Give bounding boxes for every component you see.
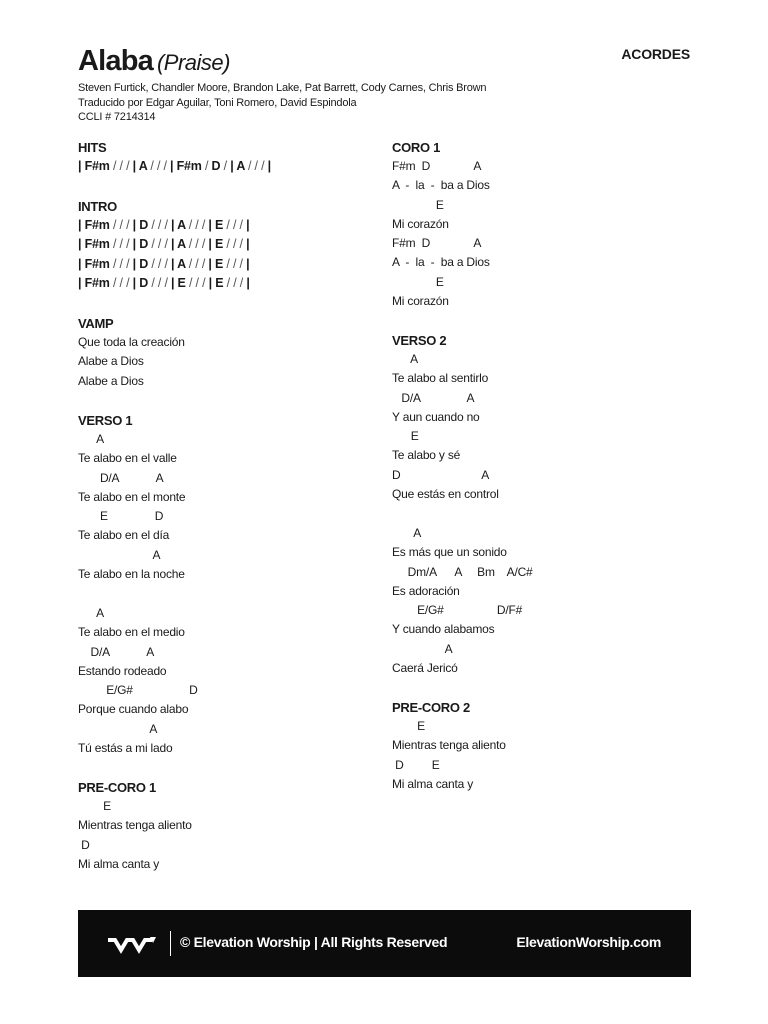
chord-line: D/A A bbox=[78, 470, 164, 485]
chord-line: A bbox=[78, 721, 158, 736]
lyric-line: Te alabo al sentirlo bbox=[392, 371, 489, 385]
chord-line: D/A A bbox=[392, 390, 475, 405]
lyric-line: A - la - ba a Dios bbox=[392, 178, 490, 192]
chord-bar: | F#m / / / | A / / / | F#m / D / | A / / / | bbox=[78, 159, 271, 173]
lyric-line: Te alabo en el medio bbox=[78, 625, 185, 639]
lyric-line: Te alabo en el día bbox=[78, 528, 170, 542]
chord-line: A bbox=[78, 547, 161, 562]
footer-bar bbox=[78, 910, 691, 977]
section-title: PRE-CORO 1 bbox=[78, 780, 156, 795]
stanza-gap bbox=[78, 584, 368, 604]
chord-line: E/G# D bbox=[78, 683, 198, 697]
lyric-line: Mientras tenga aliento bbox=[78, 818, 192, 832]
section-verso-2 bbox=[392, 331, 692, 678]
chord-bar: | F#m / / / | D / / / | A / / / | E / / / | bbox=[78, 256, 250, 271]
chord-bar: | F#m / / / | D / / / | A / / / | E / / / | bbox=[78, 217, 250, 232]
chord-line: E bbox=[392, 429, 419, 443]
song-title bbox=[78, 45, 230, 78]
section-title: VAMP bbox=[78, 315, 114, 331]
lyric-line: Y cuando alabamos bbox=[392, 622, 495, 636]
lyric-line: Alabe a Dios bbox=[78, 354, 144, 368]
section-intro bbox=[78, 197, 368, 294]
lyric-line: Tú estás a mi lado bbox=[78, 740, 173, 755]
chord-line: E bbox=[392, 719, 425, 733]
chord-line: D E bbox=[392, 757, 440, 772]
chord-line: Dm/A A Bm A/C# bbox=[392, 564, 533, 579]
lyric-line: Mi corazón bbox=[392, 293, 449, 308]
left-column bbox=[78, 138, 368, 894]
chord-line: E bbox=[392, 197, 444, 212]
chord-line: A bbox=[78, 432, 104, 446]
chord-line: D/A A bbox=[78, 644, 155, 659]
song-credits bbox=[78, 81, 486, 125]
chord-line: E D bbox=[78, 509, 164, 523]
section-title: CORO 1 bbox=[392, 140, 441, 155]
section-title: HITS bbox=[78, 140, 107, 155]
chord-line: A bbox=[392, 641, 453, 656]
stanza-gap bbox=[392, 504, 692, 524]
lyric-line: Te alabo en el valle bbox=[78, 451, 177, 465]
chord-line: F#m D A bbox=[392, 236, 482, 250]
chord-bar: | F#m / / / | D / / / | E / / / | E / / / | bbox=[78, 276, 250, 290]
chord-line: F#m D A bbox=[392, 159, 482, 173]
section-hits bbox=[78, 138, 368, 177]
section-title: INTRO bbox=[78, 198, 117, 214]
lyric-line: Alabe a Dios bbox=[78, 373, 144, 388]
section-title: PRE-CORO 2 bbox=[392, 700, 470, 715]
chord-line: D A bbox=[392, 467, 490, 482]
lyric-line: A - la - ba a Dios bbox=[392, 255, 490, 269]
credits-writers: Steven Furtick, Chandler Moore, Brandon Lake, Pat Barrett, Cody Carnes, Chris Brown bbox=[78, 82, 487, 94]
lyric-line: Que toda la creación bbox=[78, 334, 185, 349]
song-title-subtitle: (Praise) bbox=[156, 50, 230, 75]
elevation-logo-icon bbox=[106, 933, 158, 955]
website-link[interactable]: ElevationWorship.com bbox=[516, 934, 661, 950]
lyric-line: Caerá Jericó bbox=[392, 660, 458, 675]
lyric-line: Te alabo en el monte bbox=[78, 489, 186, 504]
section-vamp bbox=[78, 314, 368, 392]
section-title: VERSO 2 bbox=[392, 333, 447, 348]
section-pre-coro-2 bbox=[392, 698, 692, 794]
lyric-line: Es adoración bbox=[392, 583, 460, 598]
section-verso-1 bbox=[78, 411, 368, 758]
credits-translators: Traducido por Edgar Aguilar, Toni Romero, David Espindola bbox=[78, 96, 357, 109]
lyric-line: Que estás en control bbox=[392, 486, 499, 501]
lyric-line: Mientras tenga aliento bbox=[392, 738, 506, 752]
section-pre-coro-1 bbox=[78, 778, 368, 874]
section-coro-1 bbox=[392, 138, 692, 311]
sheet-type-label: ACORDES bbox=[621, 46, 690, 62]
credits-ccli: CCLI # 7214314 bbox=[78, 111, 156, 123]
lyric-line: Y aun cuando no bbox=[392, 409, 480, 424]
chord-line: D bbox=[78, 837, 90, 852]
chord-line: E bbox=[392, 274, 444, 289]
chord-line: E/G# D/F# bbox=[392, 603, 523, 617]
section-title: VERSO 1 bbox=[78, 413, 133, 428]
lyric-line: Es más que un sonido bbox=[392, 545, 507, 559]
lyric-line: Te alabo y sé bbox=[392, 448, 461, 462]
lyric-line: Mi corazón bbox=[392, 216, 449, 231]
chord-line: A bbox=[392, 526, 422, 540]
chord-line: A bbox=[392, 352, 418, 366]
lyric-line: Porque cuando alabo bbox=[78, 702, 189, 716]
lyric-line: Te alabo en la noche bbox=[78, 566, 185, 581]
chord-bar: | F#m / / / | D / / / | A / / / | E / / / | bbox=[78, 237, 250, 251]
chord-line: A bbox=[78, 606, 104, 620]
right-column bbox=[392, 138, 692, 814]
lyric-line: Mi alma canta y bbox=[392, 776, 474, 791]
copyright-text: © Elevation Worship | All Rights Reserved bbox=[180, 934, 448, 950]
lyric-line: Estando rodeado bbox=[78, 663, 167, 678]
lyric-line: Mi alma canta y bbox=[78, 856, 160, 871]
song-title-main: Alaba bbox=[78, 45, 153, 77]
footer-divider bbox=[170, 931, 171, 956]
chord-line: E bbox=[78, 799, 111, 813]
